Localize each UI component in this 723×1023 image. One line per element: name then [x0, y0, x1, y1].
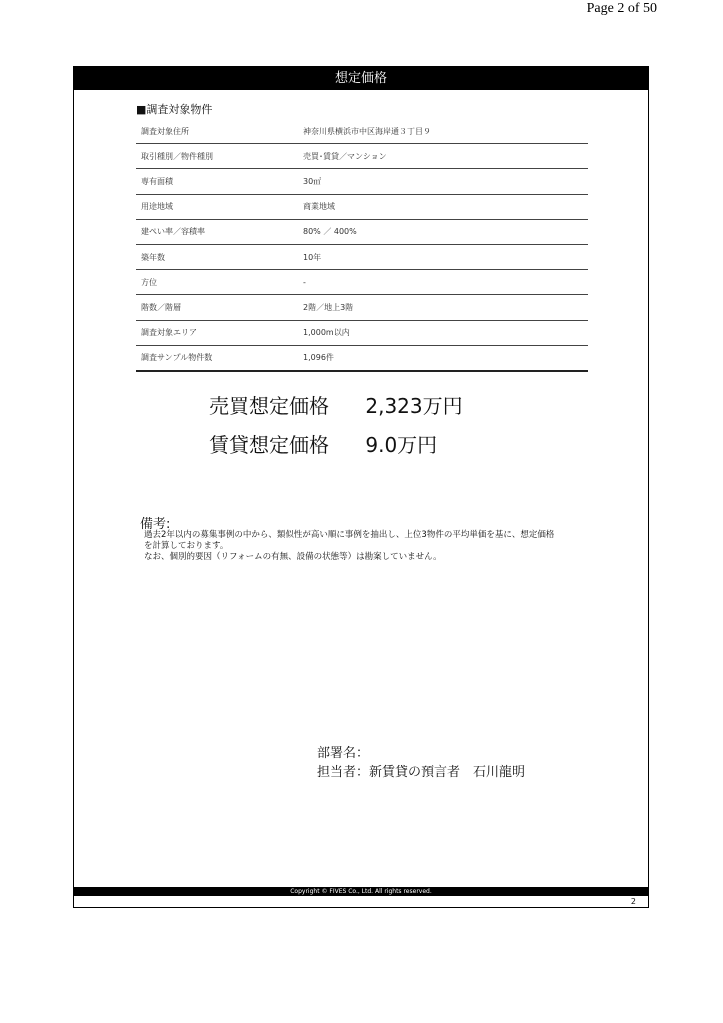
remarks-line: を計算しております。 [144, 541, 229, 551]
table-row [136, 270, 588, 295]
report-page [73, 66, 649, 908]
table-row [136, 144, 588, 169]
row-value: 80% ／ 400% [303, 227, 357, 237]
section-heading: ■調査対象物件 [136, 103, 213, 116]
department-label: 部署名： [317, 746, 370, 761]
row-label: 築年数 [141, 252, 165, 262]
row-label: 取引種別／物件種別 [141, 151, 213, 161]
row-value: 10年 [303, 252, 322, 262]
rent-price-value: 9.0万円 [365, 433, 438, 457]
row-value: 2階／地上3階 [303, 302, 354, 312]
row-label: 建ぺい率／容積率 [141, 227, 205, 237]
row-value: 30㎡ [303, 176, 322, 186]
page-title: 想定価格 [74, 67, 648, 90]
table-row [136, 295, 588, 320]
row-label: 方位 [141, 277, 157, 287]
sale-price-value: 2,323万円 [365, 394, 463, 418]
row-value: 商業地域 [303, 202, 335, 212]
rent-price [209, 429, 437, 458]
row-label: 専有面積 [141, 176, 173, 186]
remarks-title: 備考: [140, 517, 171, 532]
row-value: 1,000m以内 [303, 328, 350, 338]
page-counter: Page 2 of 50 [586, 1, 657, 16]
row-value: - [303, 277, 306, 287]
row-label: 用途地域 [141, 202, 173, 212]
page-number: 2 [630, 897, 636, 906]
row-label: 調査対象エリア [141, 328, 197, 338]
remarks-line: 過去2年以内の募集事例の中から、類似性が高い順に事例を抽出し、上位3物件の平均単価を基に、想定価格 [144, 530, 555, 540]
remarks-text [144, 530, 604, 563]
table-row [136, 195, 588, 220]
sale-price [209, 390, 463, 419]
row-value: 1,096件 [303, 353, 334, 363]
sale-price-label: 売買想定価格 [209, 394, 329, 418]
row-label: 調査対象住所 [141, 126, 189, 136]
row-value: 売買･賃貸／マンション [303, 151, 387, 161]
signature-block [317, 744, 525, 782]
table-row [136, 220, 588, 245]
table-row [136, 346, 588, 372]
table-row [136, 321, 588, 346]
footer-copyright: Copyright © FIVES Co., Ltd. All rights reserved. [74, 887, 648, 896]
person-in-charge: 担当者：新賃貸の預言者 石川龍明 [317, 765, 526, 780]
remarks-line: なお、個別的要因（リフォームの有無、設備の状態等）は勘案していません。 [144, 552, 442, 562]
row-value: 神奈川県横浜市中区海岸通３丁目９ [303, 126, 431, 136]
row-label: 階数／階層 [141, 302, 181, 312]
row-label: 調査サンプル物件数 [141, 353, 213, 363]
rent-price-label: 賃貸想定価格 [209, 433, 329, 457]
table-row [136, 119, 588, 144]
table-row [136, 245, 588, 270]
property-table [136, 119, 588, 372]
table-row [136, 169, 588, 194]
